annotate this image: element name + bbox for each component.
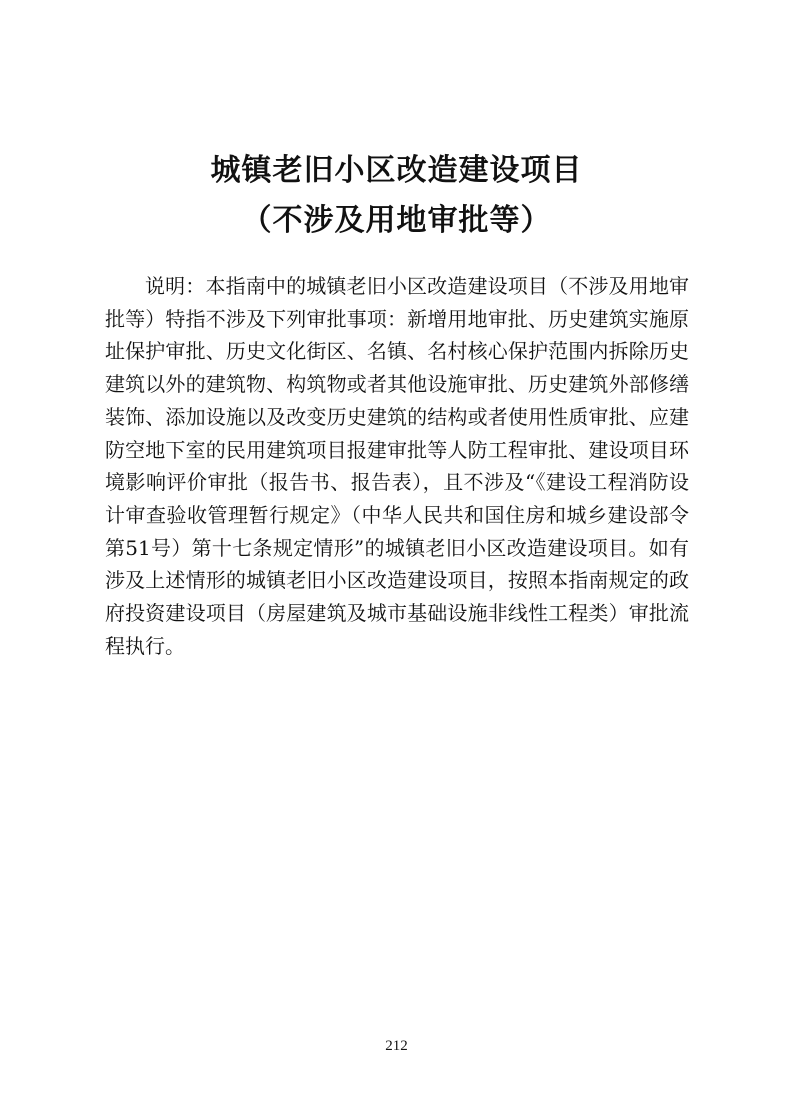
page-number: 212 — [385, 1038, 408, 1054]
document-title — [0, 146, 793, 246]
title-line-main: 城镇老旧小区改造建设项目 — [210, 153, 583, 188]
explanation-paragraph: 说明：本指南中的城镇老旧小区改造建设项目（不涉及用地审批等）特指不涉及下列审批事项：新增用地审批、历史建筑实施原址保护审批、历史文化街区、名镇、名村核心保护范围内拆除历史建筑以外的建筑物、构筑物或者其他设施审批、历史建筑外部修缮装饰、添加设施以及改变历史建筑的结构或者使用性质审批、应建防空地下室的民用建筑项目报建审批等人防工程审批、建设项目环境影响评价审批（报告书、报告表），且不涉及“《建设工程消防设计审查验收管理暂行规定》（中华人民共和国住房和城乡建设部令第51号）第十七条规定情形”的城镇老旧小区改造建设项目。如有涉及上述情形的城镇老旧小区改造建设项目，按照本指南规定的政府投资建设项目（房屋建筑及城市基础设施非线性工程类）审批流程执行。 — [105, 274, 689, 658]
title-line-subtitle: （不涉及用地审批等） — [241, 203, 552, 238]
